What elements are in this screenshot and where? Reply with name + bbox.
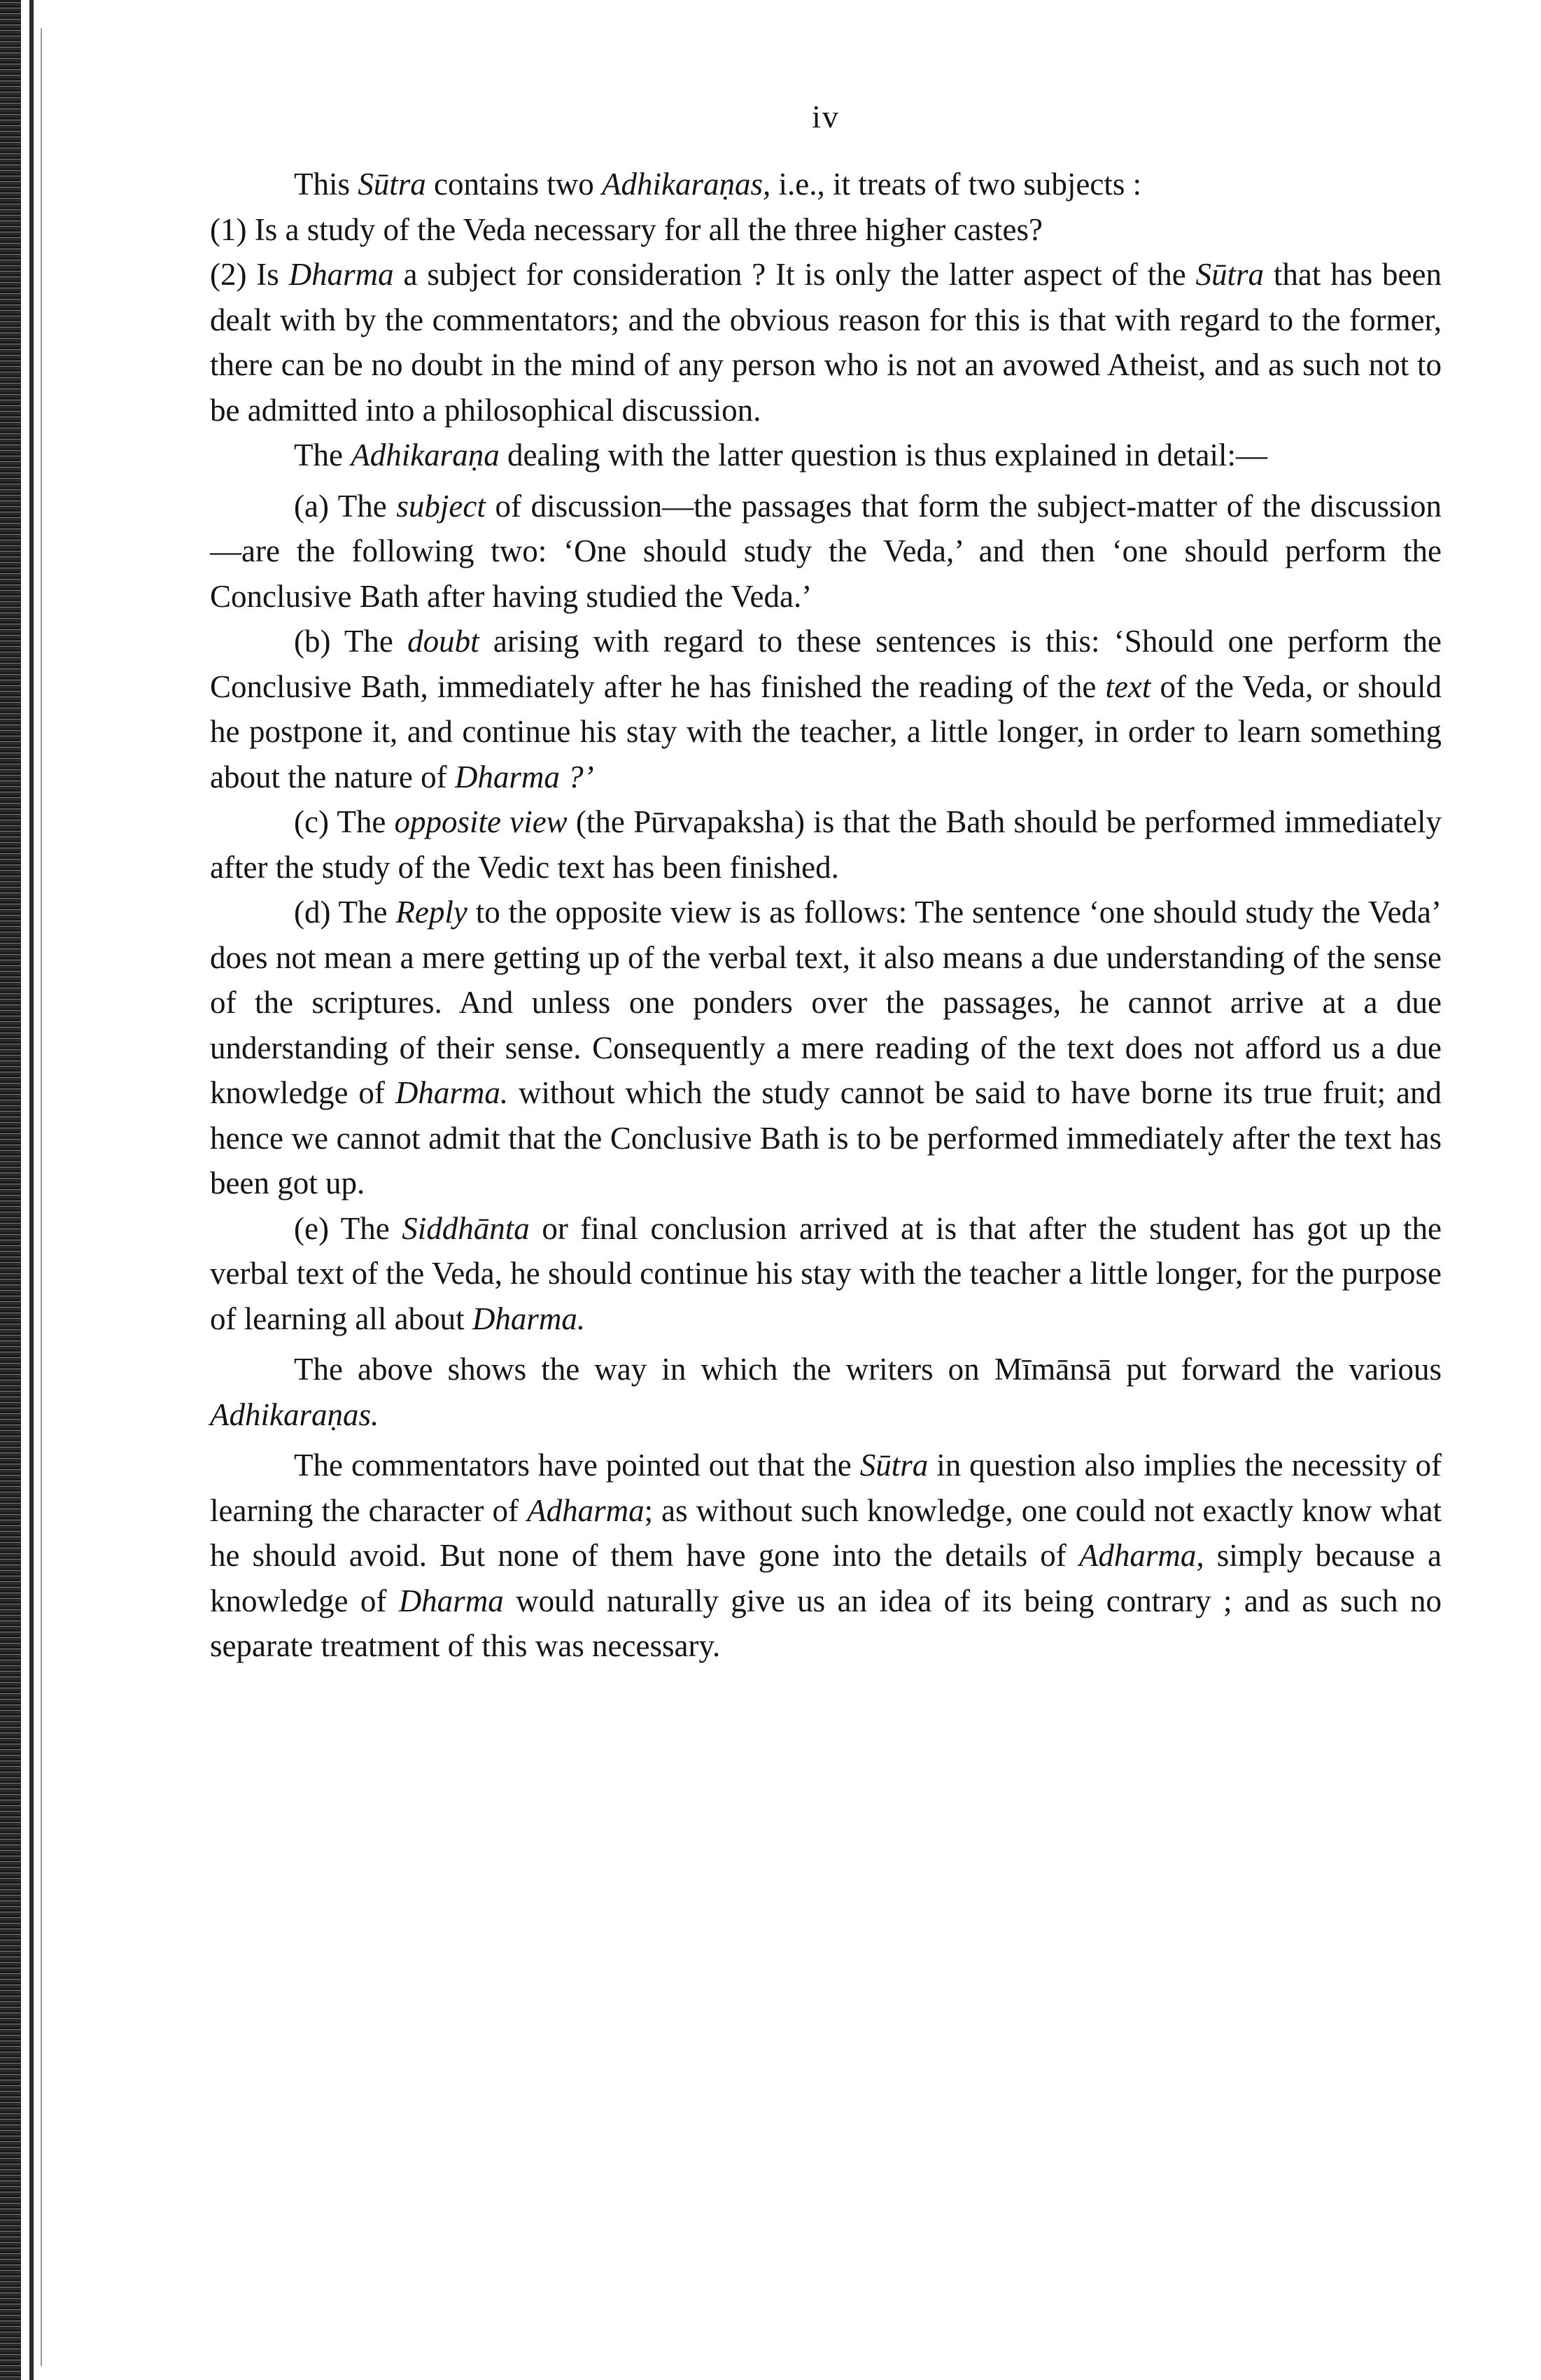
term-dharma: Dharma. [472, 1301, 586, 1336]
paragraph-c-opposite-view [210, 799, 1442, 890]
text-run: without which the study cannot be said to have borne its true fruit; and hence we cannot admit that the Conclusive Bath is to be performed immediately after the text has been got up. [210, 1075, 1442, 1200]
text-run: arising with regard to these sentences is this: ‘Should one perform the Conclusive Bath, immediately after he has finished the reading of the [210, 624, 1442, 704]
term-sutra: Sūtra [1195, 257, 1265, 292]
scan-binding-shadow [41, 28, 42, 2366]
term-adhikarana: Adhikaraṇa [351, 438, 500, 472]
term-adharma: Adharma, [1078, 1538, 1204, 1573]
term-dharma: Dharma ?’ [454, 759, 594, 794]
text-run: dealing with the latter question is thus explained in detail:— [499, 438, 1267, 472]
text-run: a subject for consideration ? It is only the latter aspect of the [393, 257, 1196, 292]
paragraph-a-subject [210, 484, 1442, 620]
text-run: The commentators have pointed out that the [294, 1448, 860, 1483]
question-1: (1) Is a study of the Veda necessary for all the three higher castes? [210, 211, 1043, 247]
paragraph-above [210, 1347, 1442, 1437]
body-text [210, 162, 1442, 1669]
text-run: The above shows the way in which the writers on Mīmānsā put forward the various [294, 1352, 1442, 1387]
text-run: of discussion—the passages that form the subject-matter of the discussion—are the following two: ‘One should study the Veda,’ and then ‘one should perform the Conclusive Bath after having studied the Veda.’ [210, 488, 1442, 614]
term-reply: Reply [395, 895, 467, 930]
term-text: text [1105, 668, 1151, 704]
text-run: (d) The [294, 895, 396, 930]
text-run: This [294, 167, 358, 202]
text-run: (2) Is [210, 257, 289, 292]
term-dharma: Dharma. [395, 1075, 509, 1110]
paragraph-intro [210, 162, 1442, 207]
paragraph-e-siddhanta [210, 1206, 1442, 1342]
text-run: (a) The [294, 488, 397, 524]
page-number: iv [812, 99, 840, 134]
question-2 [210, 252, 1442, 433]
term-adhikaranas: Adhikaraṇas. [210, 1396, 379, 1432]
term-adhikaranas: Adhikaraṇas, [602, 167, 771, 202]
term-sutra: Sūtra [358, 167, 426, 202]
text-run: (b) The [294, 624, 408, 659]
term-subject: subject [396, 488, 486, 524]
term-doubt: doubt [407, 624, 479, 659]
text-run: (e) The [294, 1210, 402, 1246]
term-sutra: Sūtra [859, 1448, 929, 1483]
text-run: (the Pūrvapaksha) is that the Bath should be performed immediately after the study of the Vedic text has been finished. [210, 804, 1442, 885]
term-opposite-view: opposite view [394, 804, 568, 839]
text-run: i.e., it treats of two subjects : [770, 167, 1142, 202]
text-run: ; as without such knowledge, one could not exactly know what he should avoid. But none of them have gone into the details of [210, 1492, 1442, 1573]
text-run: or final conclusion arrived at is that after the student has got up the verbal text of the Veda, he should continue his stay with the teacher a little longer, for the purpose of learning all about [210, 1210, 1442, 1336]
text-run: to the opposite view is as follows: The sentence ‘one should study the Veda’ does not mean a mere getting up of the verbal text, it also means a due understanding of the sense of the scriptures. And unless one ponders over the passages, he cannot arrive at a due understanding of their sense. Consequently a mere reading of the text does not afford us a due knowledge of [210, 895, 1442, 1110]
text-run: (c) The [294, 804, 395, 839]
text-run: in question also implies the necessity of learning the character of [210, 1448, 1442, 1528]
text-run: The [294, 438, 351, 472]
term-dharma: Dharma [288, 257, 394, 292]
book-page [210, 98, 1442, 1669]
paragraph-b-doubt [210, 619, 1442, 799]
paragraph-d-reply [210, 890, 1442, 1206]
term-adharma: Adharma [527, 1492, 645, 1528]
scan-binding-line [29, 0, 34, 2380]
text-run: contains two [425, 167, 602, 202]
paragraph-adhikarana [210, 433, 1442, 478]
paragraph-commentators [210, 1443, 1442, 1669]
text-run: of the Veda, or should he postpone it, and continue his stay with the teacher, a little longer, in order to learn something about the nature of [210, 668, 1442, 794]
text-run: would naturally give us an idea of its being contrary ; and as such no separate treatment of this was necessary. [210, 1583, 1442, 1663]
text-run: that has been dealt with by the commentators; and the obvious reason for this is that with regard to the former, there can be no doubt in the mind of any person who is not an avowed Atheist, and as such not to be admitted into a philosophical discussion. [210, 257, 1442, 428]
text-run: simply because a knowledge of [210, 1538, 1442, 1618]
term-siddhanta: Siddhānta [402, 1210, 530, 1246]
scan-binding-edge [0, 0, 21, 2380]
term-dharma: Dharma [398, 1583, 504, 1618]
